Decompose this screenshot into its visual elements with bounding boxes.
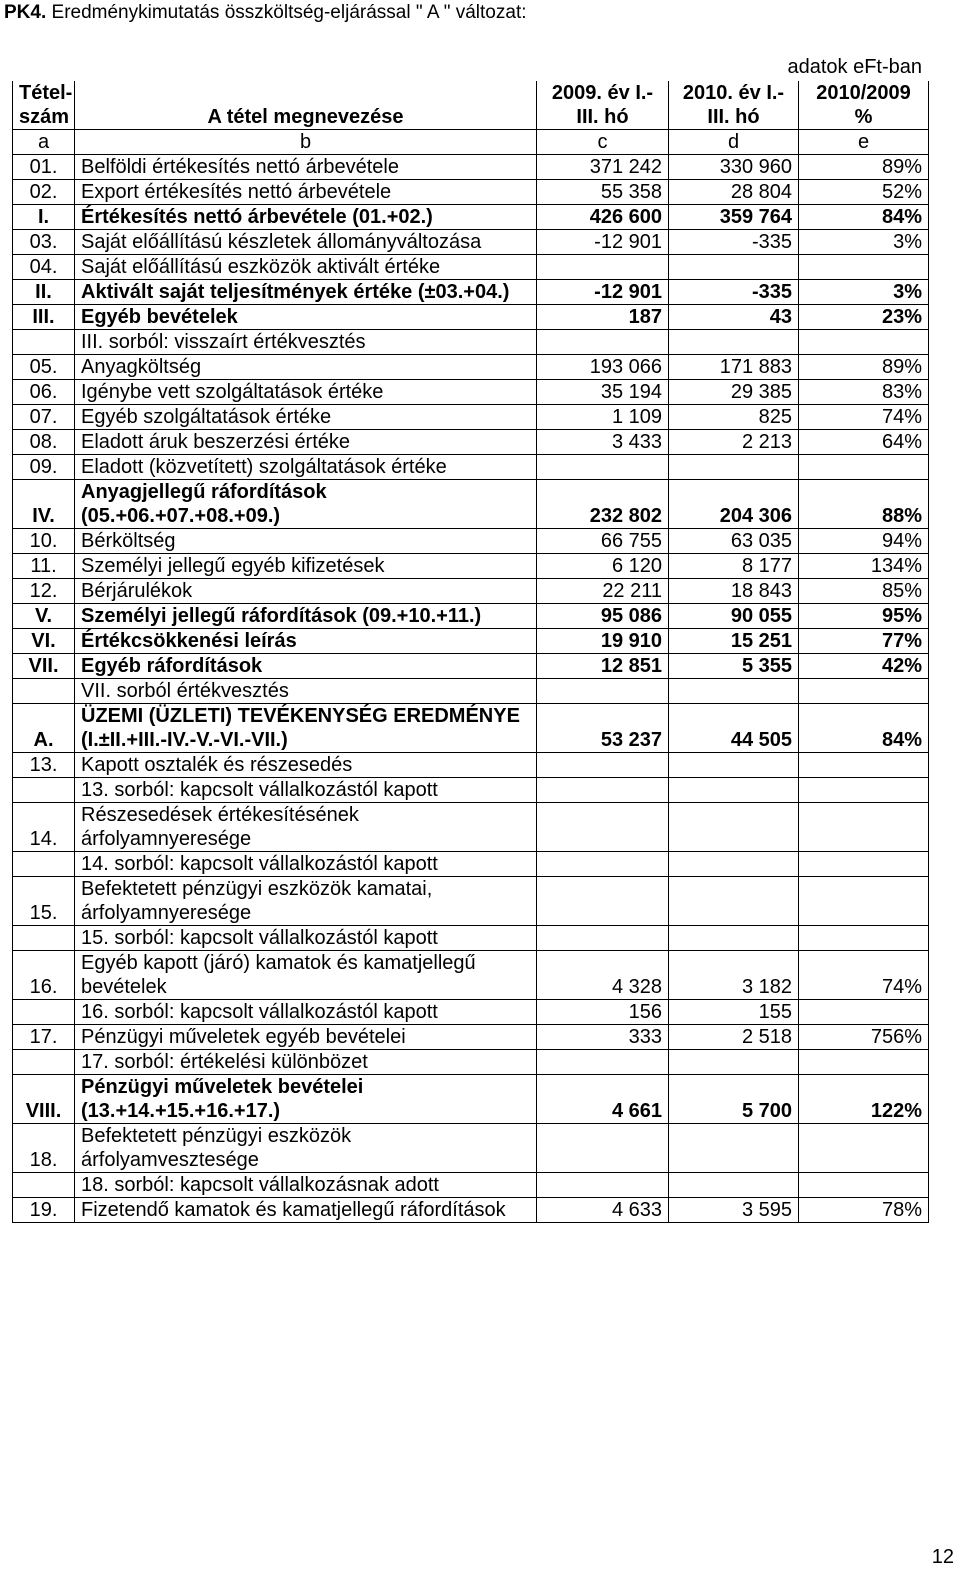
row-value-2010: 90 055 bbox=[669, 604, 799, 629]
row-value-2009: 95 086 bbox=[537, 604, 669, 629]
row-ratio: 84% bbox=[799, 704, 929, 753]
unit-note: adatok eFt-ban bbox=[787, 56, 922, 78]
table-row bbox=[13, 405, 929, 430]
row-value-2009 bbox=[537, 1173, 669, 1198]
row-value-2010: 15 251 bbox=[669, 629, 799, 654]
table-row bbox=[13, 1198, 929, 1223]
row-value-2010: 359 764 bbox=[669, 205, 799, 230]
row-ratio: 52% bbox=[799, 180, 929, 205]
row-item-number: A. bbox=[13, 704, 75, 753]
header-item-name: A tétel megnevezése bbox=[75, 81, 537, 130]
row-value-2010: 43 bbox=[669, 305, 799, 330]
table-row bbox=[13, 579, 929, 604]
row-value-2009: 19 910 bbox=[537, 629, 669, 654]
row-item-number: IV. bbox=[13, 480, 75, 529]
table-row bbox=[13, 1124, 929, 1173]
table-row bbox=[13, 951, 929, 1000]
row-ratio bbox=[799, 455, 929, 480]
header-ratio: 2010/2009 % bbox=[799, 81, 929, 130]
row-value-2009: 4 328 bbox=[537, 951, 669, 1000]
row-item-name: Belföldi értékesítés nettó árbevétele bbox=[75, 155, 537, 180]
row-item-number bbox=[13, 926, 75, 951]
row-item-number: 16. bbox=[13, 951, 75, 1000]
table-header-row bbox=[13, 81, 929, 130]
row-value-2009: 426 600 bbox=[537, 205, 669, 230]
table-row bbox=[13, 380, 929, 405]
row-value-2010 bbox=[669, 1124, 799, 1173]
table-row bbox=[13, 355, 929, 380]
row-value-2009 bbox=[537, 255, 669, 280]
row-value-2009 bbox=[537, 455, 669, 480]
table-row bbox=[13, 803, 929, 852]
row-item-name: III. sorból: visszaírt értékvesztés bbox=[75, 330, 537, 355]
row-item-name: Aktivált saját teljesítmények értéke (±03.+04.) bbox=[75, 280, 537, 305]
table-row bbox=[13, 305, 929, 330]
table-row bbox=[13, 877, 929, 926]
letter-e: e bbox=[799, 130, 929, 155]
table-row bbox=[13, 205, 929, 230]
letter-c: c bbox=[537, 130, 669, 155]
row-value-2009: 156 bbox=[537, 1000, 669, 1025]
table-subrow bbox=[13, 1173, 929, 1198]
row-item-number bbox=[13, 1000, 75, 1025]
row-item-number bbox=[13, 679, 75, 704]
row-item-number: 18. bbox=[13, 1124, 75, 1173]
row-value-2010: 2 213 bbox=[669, 430, 799, 455]
row-item-number: II. bbox=[13, 280, 75, 305]
header-item-number: Tétel-szám bbox=[13, 81, 75, 130]
row-value-2009: -12 901 bbox=[537, 230, 669, 255]
table-row bbox=[13, 480, 929, 529]
row-ratio bbox=[799, 753, 929, 778]
row-item-number: 12. bbox=[13, 579, 75, 604]
row-ratio: 85% bbox=[799, 579, 929, 604]
table-subrow bbox=[13, 1050, 929, 1075]
row-item-number: 07. bbox=[13, 405, 75, 430]
row-value-2010: 8 177 bbox=[669, 554, 799, 579]
row-item-number: 17. bbox=[13, 1025, 75, 1050]
table-subrow bbox=[13, 679, 929, 704]
row-ratio: 84% bbox=[799, 205, 929, 230]
row-value-2009: 187 bbox=[537, 305, 669, 330]
income-statement-table bbox=[12, 81, 929, 1223]
row-ratio bbox=[799, 1000, 929, 1025]
row-item-name: Eladott áruk beszerzési értéke bbox=[75, 430, 537, 455]
row-item-number bbox=[13, 1050, 75, 1075]
row-value-2010: 3 595 bbox=[669, 1198, 799, 1223]
row-value-2009 bbox=[537, 778, 669, 803]
row-item-name: Befektetett pénzügyi eszközök kamatai, árfolyamnyeresége bbox=[75, 877, 537, 926]
row-value-2009: 53 237 bbox=[537, 704, 669, 753]
row-item-number: 05. bbox=[13, 355, 75, 380]
row-item-name: Export értékesítés nettó árbevétele bbox=[75, 180, 537, 205]
row-value-2010 bbox=[669, 778, 799, 803]
row-ratio bbox=[799, 778, 929, 803]
row-value-2009 bbox=[537, 753, 669, 778]
table-subrow bbox=[13, 926, 929, 951]
row-item-number bbox=[13, 330, 75, 355]
row-item-number: VIII. bbox=[13, 1075, 75, 1124]
row-item-name: Fizetendő kamatok és kamatjellegű ráfordítások bbox=[75, 1198, 537, 1223]
table-row bbox=[13, 255, 929, 280]
row-item-name: Bérköltség bbox=[75, 529, 537, 554]
row-item-name: Pénzügyi műveletek bevételei (13.+14.+15.+16.+17.) bbox=[75, 1075, 537, 1124]
row-item-number: VII. bbox=[13, 654, 75, 679]
row-item-name: Értékesítés nettó árbevétele (01.+02.) bbox=[75, 205, 537, 230]
row-item-number: 14. bbox=[13, 803, 75, 852]
table-row bbox=[13, 230, 929, 255]
table-row bbox=[13, 629, 929, 654]
row-item-number: V. bbox=[13, 604, 75, 629]
row-ratio bbox=[799, 330, 929, 355]
row-value-2010: 330 960 bbox=[669, 155, 799, 180]
table-row bbox=[13, 529, 929, 554]
row-ratio: 3% bbox=[799, 280, 929, 305]
row-value-2009 bbox=[537, 1050, 669, 1075]
row-value-2010 bbox=[669, 330, 799, 355]
row-item-number: III. bbox=[13, 305, 75, 330]
row-value-2010 bbox=[669, 679, 799, 704]
row-ratio bbox=[799, 877, 929, 926]
row-item-name: Anyagköltség bbox=[75, 355, 537, 380]
table-row bbox=[13, 604, 929, 629]
row-value-2010 bbox=[669, 753, 799, 778]
row-item-name: Részesedések értékesítésének árfolyamnyeresége bbox=[75, 803, 537, 852]
row-item-name: 16. sorból: kapcsolt vállalkozástól kapott bbox=[75, 1000, 537, 1025]
row-ratio: 78% bbox=[799, 1198, 929, 1223]
table-subrow bbox=[13, 1000, 929, 1025]
table-row bbox=[13, 180, 929, 205]
row-value-2010: 5 355 bbox=[669, 654, 799, 679]
row-ratio: 3% bbox=[799, 230, 929, 255]
row-value-2009 bbox=[537, 1124, 669, 1173]
row-value-2009 bbox=[537, 926, 669, 951]
row-value-2010: 29 385 bbox=[669, 380, 799, 405]
row-value-2010: -335 bbox=[669, 280, 799, 305]
row-item-name: Személyi jellegű ráfordítások (09.+10.+11.) bbox=[75, 604, 537, 629]
row-item-name: Egyéb szolgáltatások értéke bbox=[75, 405, 537, 430]
row-item-number: 04. bbox=[13, 255, 75, 280]
row-item-number: VI. bbox=[13, 629, 75, 654]
row-item-name: 15. sorból: kapcsolt vállalkozástól kapott bbox=[75, 926, 537, 951]
row-item-number: 03. bbox=[13, 230, 75, 255]
row-value-2009: -12 901 bbox=[537, 280, 669, 305]
row-value-2010 bbox=[669, 803, 799, 852]
row-value-2010: 171 883 bbox=[669, 355, 799, 380]
row-ratio: 83% bbox=[799, 380, 929, 405]
row-ratio bbox=[799, 1173, 929, 1198]
row-item-name: Értékcsökkenési leírás bbox=[75, 629, 537, 654]
table-row bbox=[13, 280, 929, 305]
table-row bbox=[13, 430, 929, 455]
header-2009: 2009. év I.-III. hó bbox=[537, 81, 669, 130]
row-value-2010 bbox=[669, 926, 799, 951]
row-value-2010 bbox=[669, 877, 799, 926]
row-item-number bbox=[13, 1173, 75, 1198]
row-item-name: Igénybe vett szolgáltatások értéke bbox=[75, 380, 537, 405]
row-ratio: 64% bbox=[799, 430, 929, 455]
row-item-number: 09. bbox=[13, 455, 75, 480]
row-ratio: 77% bbox=[799, 629, 929, 654]
row-value-2009 bbox=[537, 877, 669, 926]
table-row bbox=[13, 753, 929, 778]
row-value-2010 bbox=[669, 255, 799, 280]
letter-d: d bbox=[669, 130, 799, 155]
row-item-name: ÜZEMI (ÜZLETI) TEVÉKENYSÉG EREDMÉNYE (I.±II.+III.-IV.-V.-VI.-VII.) bbox=[75, 704, 537, 753]
table-body bbox=[13, 155, 929, 1223]
row-item-number: 15. bbox=[13, 877, 75, 926]
row-value-2010 bbox=[669, 455, 799, 480]
title-text: Eredménykimutatás összköltség-eljárással " A " változat: bbox=[46, 2, 527, 23]
table-row bbox=[13, 1075, 929, 1124]
row-value-2009: 232 802 bbox=[537, 480, 669, 529]
row-ratio: 95% bbox=[799, 604, 929, 629]
row-item-name: VII. sorból értékvesztés bbox=[75, 679, 537, 704]
row-item-name: Egyéb ráfordítások bbox=[75, 654, 537, 679]
row-item-name: Személyi jellegű egyéb kifizetések bbox=[75, 554, 537, 579]
table-row bbox=[13, 654, 929, 679]
row-value-2009 bbox=[537, 852, 669, 877]
row-ratio: 23% bbox=[799, 305, 929, 330]
row-item-name: 13. sorból: kapcsolt vállalkozástól kapott bbox=[75, 778, 537, 803]
row-item-number bbox=[13, 852, 75, 877]
table-row bbox=[13, 704, 929, 753]
table-row bbox=[13, 1025, 929, 1050]
row-item-number: 06. bbox=[13, 380, 75, 405]
table-subrow bbox=[13, 852, 929, 877]
table-subrow bbox=[13, 778, 929, 803]
row-value-2009: 333 bbox=[537, 1025, 669, 1050]
row-value-2010: 825 bbox=[669, 405, 799, 430]
row-ratio bbox=[799, 679, 929, 704]
row-ratio: 756% bbox=[799, 1025, 929, 1050]
row-value-2009: 1 109 bbox=[537, 405, 669, 430]
row-item-name: Befektetett pénzügyi eszközök árfolyamvesztesége bbox=[75, 1124, 537, 1173]
row-item-number: I. bbox=[13, 205, 75, 230]
title-prefix: PK4. bbox=[4, 2, 47, 23]
page-number: 12 bbox=[931, 1546, 954, 1568]
row-ratio: 42% bbox=[799, 654, 929, 679]
row-ratio: 89% bbox=[799, 155, 929, 180]
row-value-2009: 193 066 bbox=[537, 355, 669, 380]
row-value-2009: 12 851 bbox=[537, 654, 669, 679]
row-ratio bbox=[799, 1124, 929, 1173]
row-item-number: 10. bbox=[13, 529, 75, 554]
row-value-2009: 66 755 bbox=[537, 529, 669, 554]
row-item-name: Saját előállítású készletek állományváltozása bbox=[75, 230, 537, 255]
row-value-2009: 55 358 bbox=[537, 180, 669, 205]
row-value-2009: 35 194 bbox=[537, 380, 669, 405]
row-value-2010: 28 804 bbox=[669, 180, 799, 205]
row-value-2010: 5 700 bbox=[669, 1075, 799, 1124]
row-value-2010 bbox=[669, 852, 799, 877]
row-ratio: 89% bbox=[799, 355, 929, 380]
row-value-2009: 6 120 bbox=[537, 554, 669, 579]
row-item-number bbox=[13, 778, 75, 803]
row-value-2010 bbox=[669, 1173, 799, 1198]
row-item-name: Eladott (közvetített) szolgáltatások értéke bbox=[75, 455, 537, 480]
row-item-name: Egyéb kapott (járó) kamatok és kamatjellegű bevételek bbox=[75, 951, 537, 1000]
row-ratio bbox=[799, 1050, 929, 1075]
table-row bbox=[13, 554, 929, 579]
row-ratio: 134% bbox=[799, 554, 929, 579]
row-value-2010: 18 843 bbox=[669, 579, 799, 604]
row-ratio bbox=[799, 803, 929, 852]
row-item-name: Pénzügyi műveletek egyéb bevételei bbox=[75, 1025, 537, 1050]
table-row bbox=[13, 155, 929, 180]
row-value-2010: -335 bbox=[669, 230, 799, 255]
row-item-number: 02. bbox=[13, 180, 75, 205]
row-ratio: 74% bbox=[799, 405, 929, 430]
letter-b: b bbox=[75, 130, 537, 155]
row-value-2009: 4 633 bbox=[537, 1198, 669, 1223]
row-value-2010: 2 518 bbox=[669, 1025, 799, 1050]
row-ratio: 88% bbox=[799, 480, 929, 529]
letter-a: a bbox=[13, 130, 75, 155]
row-item-name: Kapott osztalék és részesedés bbox=[75, 753, 537, 778]
row-ratio bbox=[799, 255, 929, 280]
row-ratio: 94% bbox=[799, 529, 929, 554]
row-item-name: Saját előállítású eszközök aktivált értéke bbox=[75, 255, 537, 280]
row-value-2009: 371 242 bbox=[537, 155, 669, 180]
row-item-name: Anyagjellegű ráfordítások (05.+06.+07.+08.+09.) bbox=[75, 480, 537, 529]
row-item-name: 17. sorból: értékelési különbözet bbox=[75, 1050, 537, 1075]
row-item-name: Bérjárulékok bbox=[75, 579, 537, 604]
row-value-2009: 22 211 bbox=[537, 579, 669, 604]
table-letter-row bbox=[13, 130, 929, 155]
row-value-2010: 3 182 bbox=[669, 951, 799, 1000]
row-ratio: 74% bbox=[799, 951, 929, 1000]
table-subrow bbox=[13, 330, 929, 355]
row-item-number: 19. bbox=[13, 1198, 75, 1223]
row-item-number: 08. bbox=[13, 430, 75, 455]
row-ratio bbox=[799, 926, 929, 951]
row-item-name: Egyéb bevételek bbox=[75, 305, 537, 330]
row-value-2010: 155 bbox=[669, 1000, 799, 1025]
row-item-number: 13. bbox=[13, 753, 75, 778]
row-value-2010: 204 306 bbox=[669, 480, 799, 529]
header-2010: 2010. év I.-III. hó bbox=[669, 81, 799, 130]
row-item-name: 18. sorból: kapcsolt vállalkozásnak adott bbox=[75, 1173, 537, 1198]
row-ratio bbox=[799, 852, 929, 877]
row-value-2010: 63 035 bbox=[669, 529, 799, 554]
row-value-2010 bbox=[669, 1050, 799, 1075]
row-item-number: 11. bbox=[13, 554, 75, 579]
row-value-2009 bbox=[537, 679, 669, 704]
row-value-2009 bbox=[537, 803, 669, 852]
row-ratio: 122% bbox=[799, 1075, 929, 1124]
row-item-name: 14. sorból: kapcsolt vállalkozástól kapott bbox=[75, 852, 537, 877]
page-title bbox=[4, 2, 527, 24]
row-value-2010: 44 505 bbox=[669, 704, 799, 753]
row-item-number: 01. bbox=[13, 155, 75, 180]
row-value-2009 bbox=[537, 330, 669, 355]
table-row bbox=[13, 455, 929, 480]
row-value-2009: 4 661 bbox=[537, 1075, 669, 1124]
row-value-2009: 3 433 bbox=[537, 430, 669, 455]
